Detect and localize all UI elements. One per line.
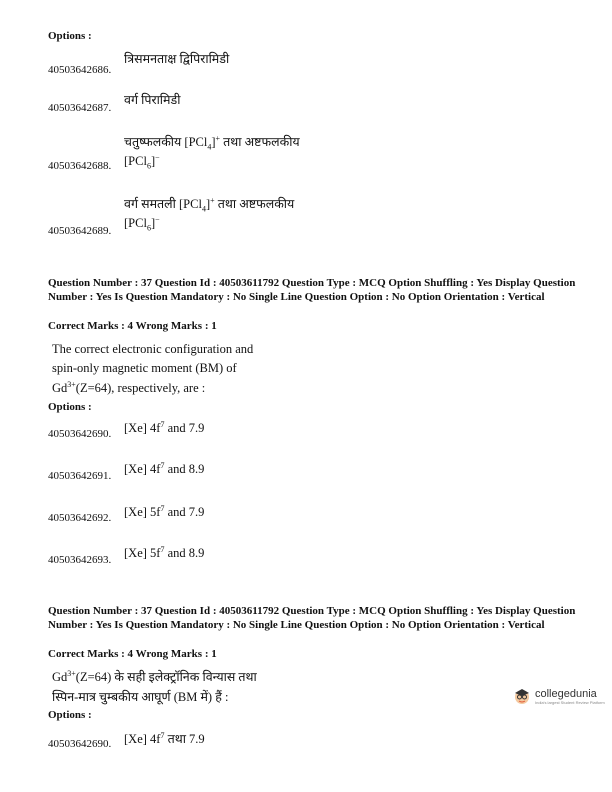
option-text: [Xe] $4f^7$ and 8.9 xyxy=(124,461,205,477)
logo-tagline: India's largest Student Review Platform xyxy=(535,699,605,705)
marks-line: Correct Marks : 4 Wrong Marks : 1 xyxy=(48,648,217,660)
option-id: 40503642689. xyxy=(48,225,112,237)
options-label: Options : xyxy=(48,401,92,413)
option-text: [Xe] $5f^7$ and 7.9 xyxy=(124,504,205,520)
question-text: $Gd^{3+}(Z=64)$ के सही इलेक्ट्रॉनिक विन्यास तथा xyxy=(52,668,257,684)
options-label: Options : xyxy=(48,30,92,42)
option-id: 40503642693. xyxy=(48,554,112,566)
question-text: $Gd^{3+}(Z=64)$, respectively, are : xyxy=(52,380,206,396)
option-id: 40503642690. xyxy=(48,428,112,440)
option-id: 40503642690. xyxy=(48,738,112,750)
option-text: [PCl$_6$]− xyxy=(124,215,160,233)
question-text: spin-only magnetic moment (BM) of xyxy=(52,361,237,375)
option-id: 40503642688. xyxy=(48,160,112,172)
collegedunia-logo xyxy=(512,686,605,706)
marks-line: Correct Marks : 4 Wrong Marks : 1 xyxy=(48,320,217,332)
option-text: [Xe] $5f^7$ and 8.9 xyxy=(124,545,205,561)
question-header: Question Number : 37 Question Id : 40503611792 Question Type : MCQ Option Shuffling : Yes Display Question Number : Yes Is Question Mandatory : No Single Line Question Option : No Option Orientation : Vertical xyxy=(48,605,576,631)
option-text: [Xe] $4f^7$ तथा 7.9 xyxy=(124,730,205,746)
student-avatar-icon xyxy=(512,686,532,706)
option-id: 40503642691. xyxy=(48,470,112,482)
option-text: वर्ग पिरामिडी xyxy=(124,93,181,107)
question-text: The correct electronic configuration and xyxy=(52,342,254,356)
option-id: 40503642692. xyxy=(48,512,112,524)
logo-name: collegedunia xyxy=(535,687,597,700)
option-text: चतुष्फलकीय [PCl$_4$]+ तथा अष्टफलकीय xyxy=(124,133,300,152)
options-label: Options : xyxy=(48,709,92,721)
option-text: [PCl$_6$]− xyxy=(124,153,160,171)
option-text: वर्ग समतली [PCl$_4$]+ तथा अष्टफलकीय xyxy=(124,195,295,214)
question-header: Question Number : 37 Question Id : 40503611792 Question Type : MCQ Option Shuffling : Yes Display Question Number : Yes Is Question Mandatory : No Single Line Question Option : No Option Orientation : Vertical xyxy=(48,277,576,303)
option-id: 40503642686. xyxy=(48,64,112,76)
option-id: 40503642687. xyxy=(48,102,112,114)
question-text: स्पिन-मात्र चुम्बकीय आघूर्ण (BM में) हैं : xyxy=(52,690,229,704)
option-text: त्रिसमनताक्ष द्विपिरामिडी xyxy=(124,52,230,66)
option-text: [Xe] $4f^7$ and 7.9 xyxy=(124,420,205,436)
